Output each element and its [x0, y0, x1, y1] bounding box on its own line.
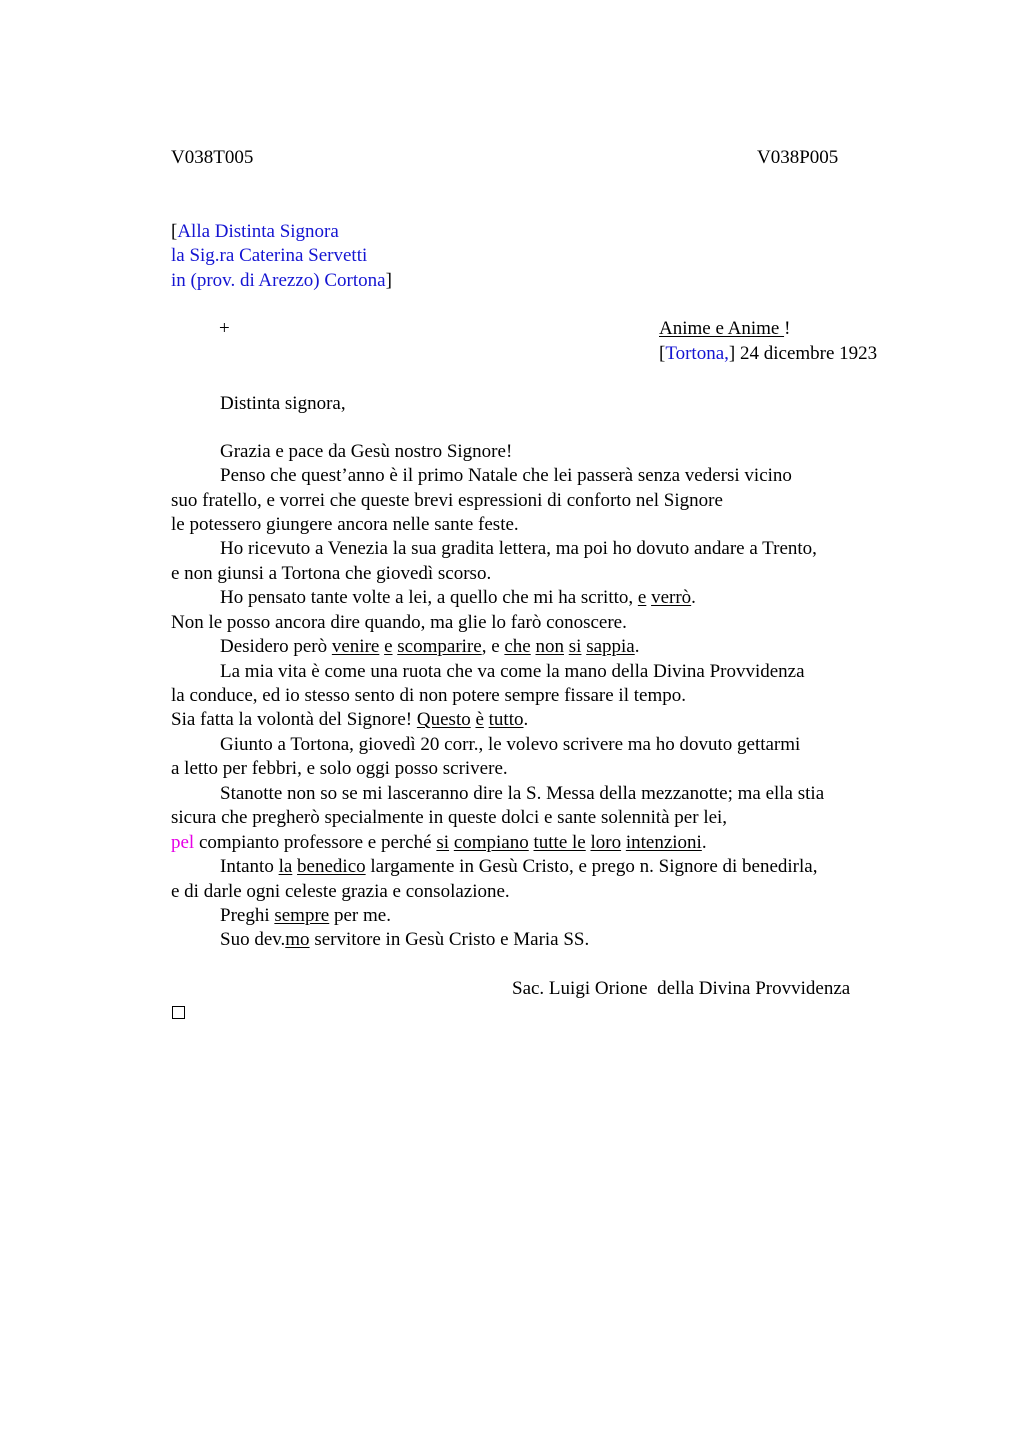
- body-line: le potessero giungere ancora nelle sante feste.: [171, 514, 519, 535]
- signature: Sac. Luigi Orione della Divina Provvidenza: [512, 978, 851, 999]
- address-line-1: [Alla Distinta Signora: [171, 221, 339, 242]
- body-line: Preghi sempre per me.: [220, 905, 391, 926]
- body-line: Desidero però venire e scomparire, e che non si sappia.: [220, 636, 640, 657]
- address-line-3: in (prov. di Arezzo) Cortona]: [171, 270, 392, 291]
- body-line: e non giunsi a Tortona che giovedì scorso.: [171, 563, 492, 584]
- body-line: Grazia e pace da Gesù nostro Signore!: [220, 441, 513, 462]
- body-line: Intanto la benedico largamente in Gesù Cristo, e prego n. Signore di benedirla,: [220, 856, 818, 877]
- address-line-2: la Sig.ra Caterina Servetti: [171, 245, 368, 266]
- cross-symbol: +: [219, 318, 230, 339]
- body-line: Ho ricevuto a Venezia la sua gradita lettera, ma poi ho dovuto andare a Trento,: [220, 538, 817, 559]
- body-line: Stanotte non so se mi lasceranno dire la S. Messa della mezzanotte; ma ella stia: [220, 783, 825, 804]
- body-line: pel compianto professore e perché si compiano tutte le loro intenzioni.: [171, 832, 707, 853]
- body-line: Sia fatta la volontà del Signore! Questo è tutto.: [171, 709, 529, 730]
- body-line: suo fratello, e vorrei che queste brevi espressioni di conforto nel Signore: [171, 490, 723, 511]
- body-line: Ho pensato tante volte a lei, a quello che mi ha scritto, e verrò.: [220, 587, 696, 608]
- dateline: [Tortona,] 24 dicembre 1923: [659, 343, 878, 364]
- body-line: la conduce, ed io stesso sento di non potere sempre fissare il tempo.: [171, 685, 686, 706]
- body-line: a letto per febbri, e solo oggi posso scrivere.: [171, 758, 508, 779]
- motto: Anime e Anime !: [659, 318, 791, 339]
- document-code-left: V038T005: [171, 147, 254, 168]
- body-line: Penso che quest’anno è il primo Natale che lei passerà senza vedersi vicino: [220, 465, 792, 486]
- greeting: Distinta signora,: [220, 393, 346, 414]
- empty-square-icon: [172, 1006, 185, 1019]
- body-line: Suo dev.mo servitore in Gesù Cristo e Maria SS.: [220, 929, 590, 950]
- body-line: Non le posso ancora dire quando, ma glie lo farò conoscere.: [171, 612, 627, 633]
- body-line: sicura che pregherò specialmente in queste dolci e sante solennità per lei,: [171, 807, 728, 828]
- body-line: e di darle ogni celeste grazia e consolazione.: [171, 881, 510, 902]
- body-line: Giunto a Tortona, giovedì 20 corr., le volevo scrivere ma ho dovuto gettarmi: [220, 734, 801, 755]
- document-code-right: V038P005: [757, 147, 839, 168]
- body-line: La mia vita è come una ruota che va come la mano della Divina Provvidenza: [220, 661, 805, 682]
